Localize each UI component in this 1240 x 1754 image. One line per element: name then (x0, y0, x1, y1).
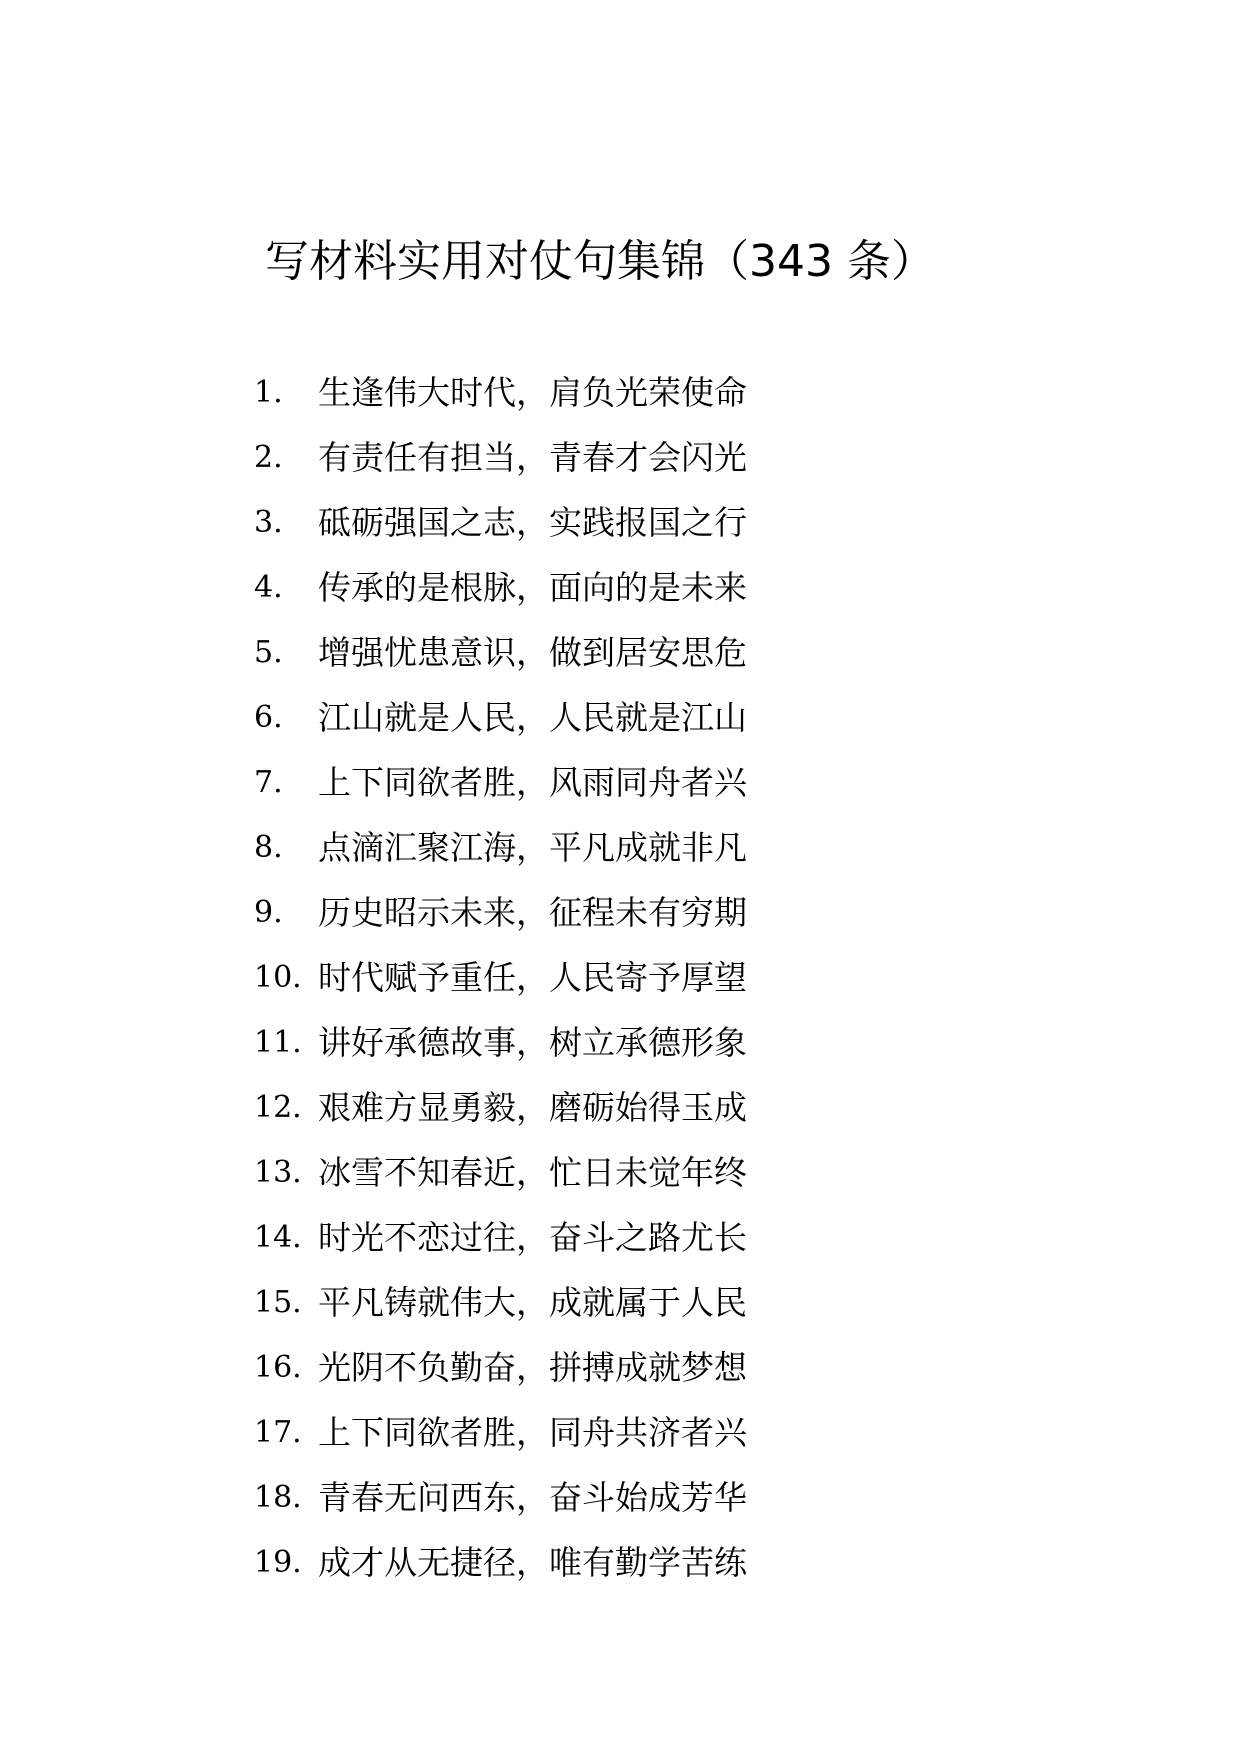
item-text: 冰雪不知春近，忙日未觉年终 (318, 1153, 747, 1192)
item-number: 4. (254, 570, 283, 605)
item-number: 3. (254, 505, 283, 540)
item-number: 18. (254, 1480, 302, 1515)
item-text: 时代赋予重任，人民寄予厚望 (318, 958, 747, 997)
item-number: 16. (254, 1350, 302, 1385)
item-text: 上下同欲者胜，风雨同舟者兴 (318, 763, 747, 802)
item-number: 5. (254, 635, 283, 670)
list-item (0, 366, 1240, 431)
item-number: 9. (254, 895, 283, 930)
item-text: 平凡铸就伟大，成就属于人民 (318, 1283, 747, 1322)
item-text: 青春无问西东，奋斗始成芳华 (318, 1478, 747, 1517)
item-text: 增强忧患意识，做到居安思危 (318, 633, 747, 672)
item-number: 12. (254, 1090, 302, 1125)
item-text: 传承的是根脉，面向的是未来 (318, 568, 747, 607)
item-number: 10. (254, 960, 302, 995)
item-number: 1. (254, 375, 283, 410)
item-text: 生逢伟大时代，肩负光荣使命 (318, 373, 747, 412)
phrase-list (0, 366, 1240, 1601)
list-item (0, 1211, 1240, 1276)
list-item (0, 496, 1240, 561)
item-text: 成才从无捷径，唯有勤学苦练 (318, 1543, 747, 1582)
list-item (0, 1536, 1240, 1601)
list-item (0, 1276, 1240, 1341)
item-text: 光阴不负勤奋，拼搏成就梦想 (318, 1348, 747, 1387)
item-number: 6. (254, 700, 283, 735)
item-text: 江山就是人民，人民就是江山 (318, 698, 747, 737)
list-item (0, 691, 1240, 756)
item-text: 有责任有担当，青春才会闪光 (318, 438, 747, 477)
list-item (0, 1341, 1240, 1406)
list-item (0, 431, 1240, 496)
item-text: 上下同欲者胜，同舟共济者兴 (318, 1413, 747, 1452)
item-text: 点滴汇聚江海，平凡成就非凡 (318, 828, 747, 867)
list-item (0, 886, 1240, 951)
item-text: 艰难方显勇毅，磨砺始得玉成 (318, 1088, 747, 1127)
list-item (0, 821, 1240, 886)
item-text: 讲好承德故事，树立承德形象 (318, 1023, 747, 1062)
item-number: 8. (254, 830, 283, 865)
list-item (0, 756, 1240, 821)
item-text: 砥砺强国之志，实践报国之行 (318, 503, 747, 542)
list-item (0, 561, 1240, 626)
item-text: 历史昭示未来，征程未有穷期 (318, 893, 747, 932)
item-number: 15. (254, 1285, 302, 1320)
list-item (0, 1146, 1240, 1211)
item-number: 7. (254, 765, 283, 800)
list-item (0, 626, 1240, 691)
list-item (0, 1471, 1240, 1536)
item-number: 13. (254, 1155, 302, 1190)
list-item (0, 951, 1240, 1016)
item-text: 时光不恋过往，奋斗之路尤长 (318, 1218, 747, 1257)
list-item (0, 1016, 1240, 1081)
item-number: 11. (254, 1025, 302, 1060)
item-number: 17. (254, 1415, 302, 1450)
item-number: 14. (254, 1220, 302, 1255)
list-item (0, 1406, 1240, 1471)
item-number: 2. (254, 440, 283, 475)
list-item (0, 1081, 1240, 1146)
document-title: 写材料实用对仗句集锦（343 条） (265, 236, 935, 287)
item-number: 19. (254, 1545, 302, 1580)
